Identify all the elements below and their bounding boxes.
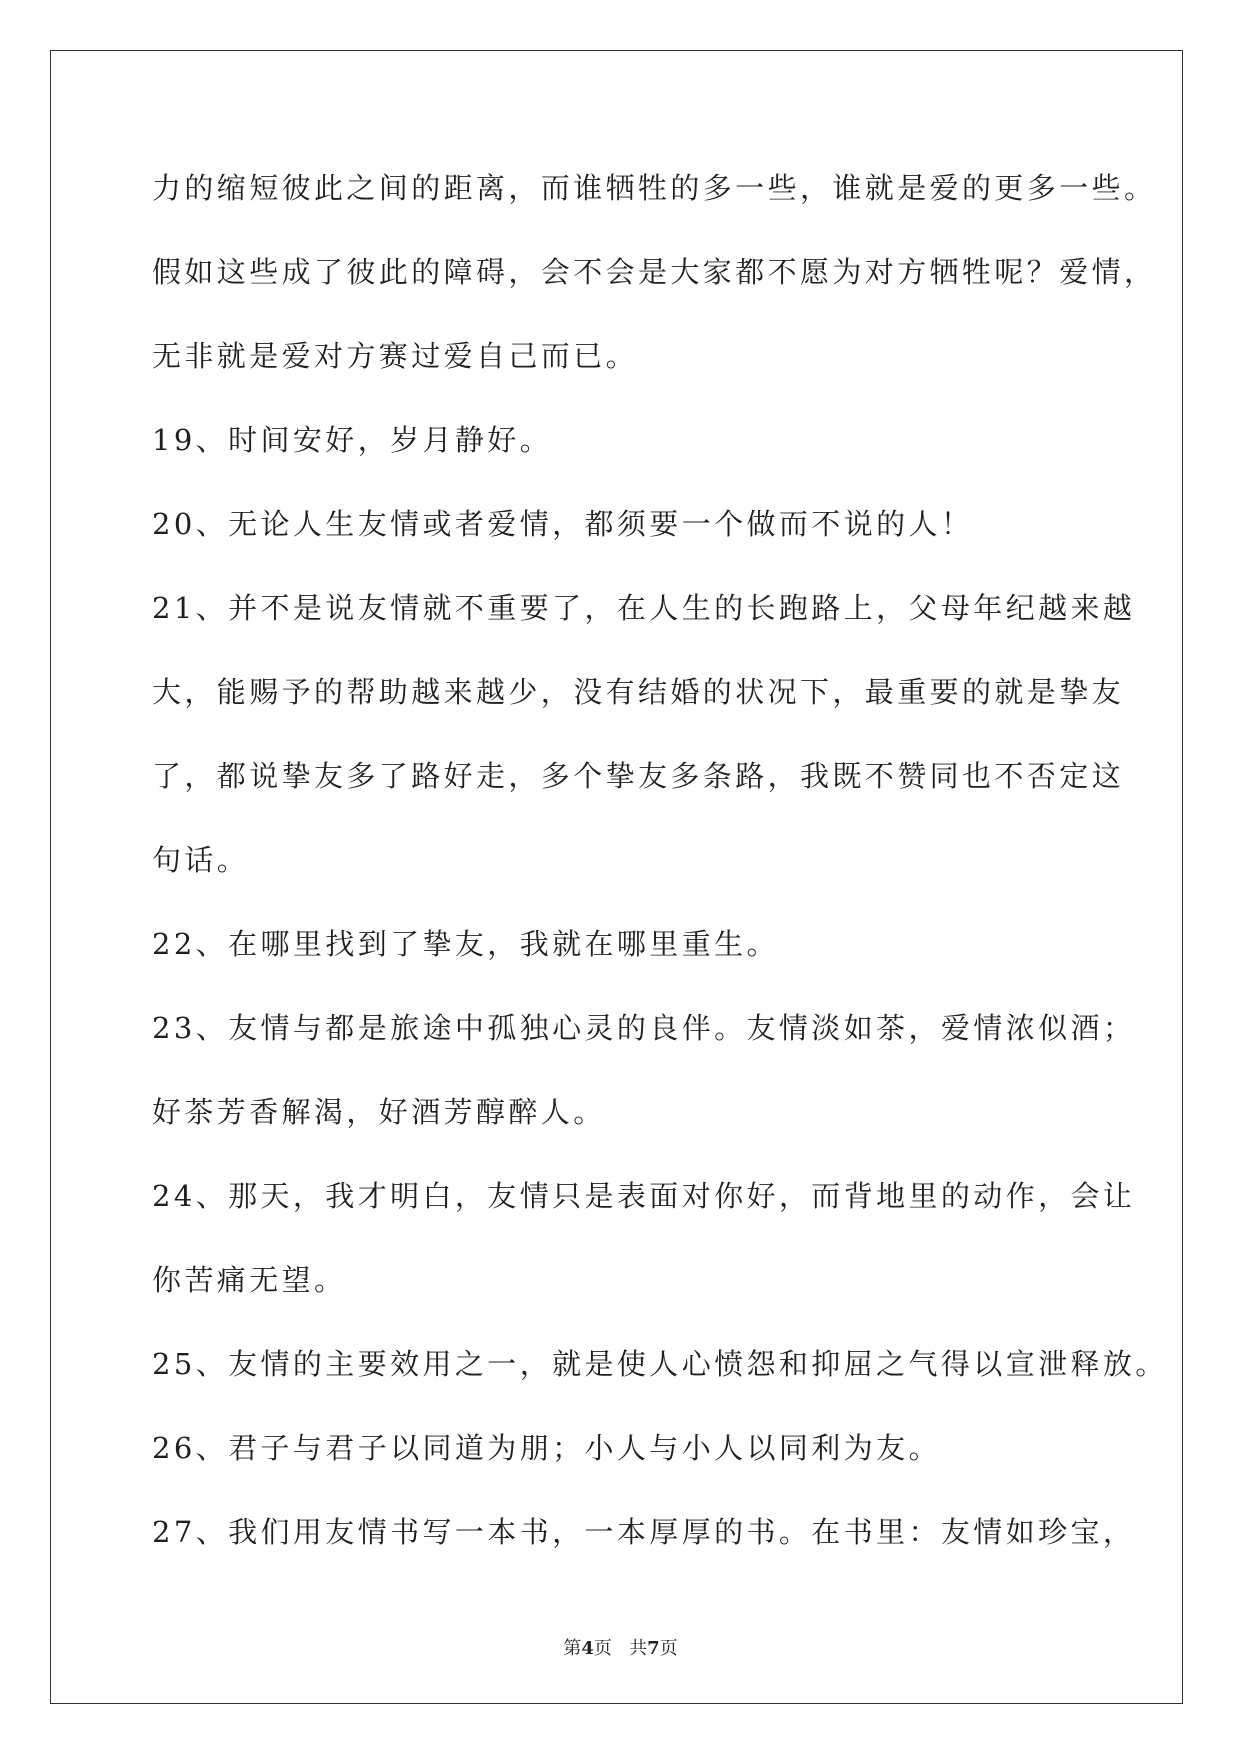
text-line-12: 好茶芳香解渴，好酒芳醇醉人。 xyxy=(152,1095,606,1129)
text-line-4: 19、时间安好，岁月静好。 xyxy=(152,423,553,457)
text-line-6: 21、并不是说友情就不重要了，在人生的长跑路上，父母年纪越来越 xyxy=(152,591,1136,625)
text-line-2: 假如这些成了彼此的障碍，会不会是大家都不愿为对方牺牲呢？爱情， xyxy=(152,255,1157,289)
text-line-3: 无非就是爱对方赛过爱自己而已。 xyxy=(152,339,639,373)
footer-suffix: 页 xyxy=(659,1638,678,1659)
text-line-1: 力的缩短彼此之间的距离，而谁牺牲的多一些，谁就是爱的更多一些。 xyxy=(152,171,1157,205)
text-line-13: 24、那天，我才明白，友情只是表面对你好，而背地里的动作，会让 xyxy=(152,1179,1136,1213)
text-line-5: 20、无论人生友情或者爱情，都须要一个做而不说的人！ xyxy=(152,507,974,541)
text-line-7: 大，能赐予的帮助越来越少，没有结婚的状况下，最重要的就是挚友 xyxy=(152,675,1125,709)
footer-middle: 页 共 xyxy=(593,1638,648,1659)
footer-prefix: 第 xyxy=(563,1638,582,1659)
text-line-10: 22、在哪里找到了挚友，我就在哪里重生。 xyxy=(152,927,779,961)
footer-current-page: 4 xyxy=(581,1638,594,1659)
text-line-16: 26、君子与君子以同道为朋；小人与小人以同利为友。 xyxy=(152,1431,941,1465)
text-line-8: 了，都说挚友多了路好走，多个挚友多条路，我既不赞同也不否定这 xyxy=(152,759,1125,793)
text-line-17: 27、我们用友情书写一本书，一本厚厚的书。在书里：友情如珍宝， xyxy=(152,1515,1136,1549)
footer-total-pages: 7 xyxy=(647,1638,660,1659)
text-line-11: 23、友情与都是旅途中孤独心灵的良伴。友情淡如茶，爱情浓似酒； xyxy=(152,1011,1136,1045)
page-footer xyxy=(0,1637,1241,1661)
text-line-9: 句话。 xyxy=(152,843,250,877)
text-line-14: 你苦痛无望。 xyxy=(152,1263,347,1297)
text-line-15: 25、友情的主要效用之一，就是使人心愤怨和抑屈之气得以宣泄释放。 xyxy=(152,1347,1168,1381)
